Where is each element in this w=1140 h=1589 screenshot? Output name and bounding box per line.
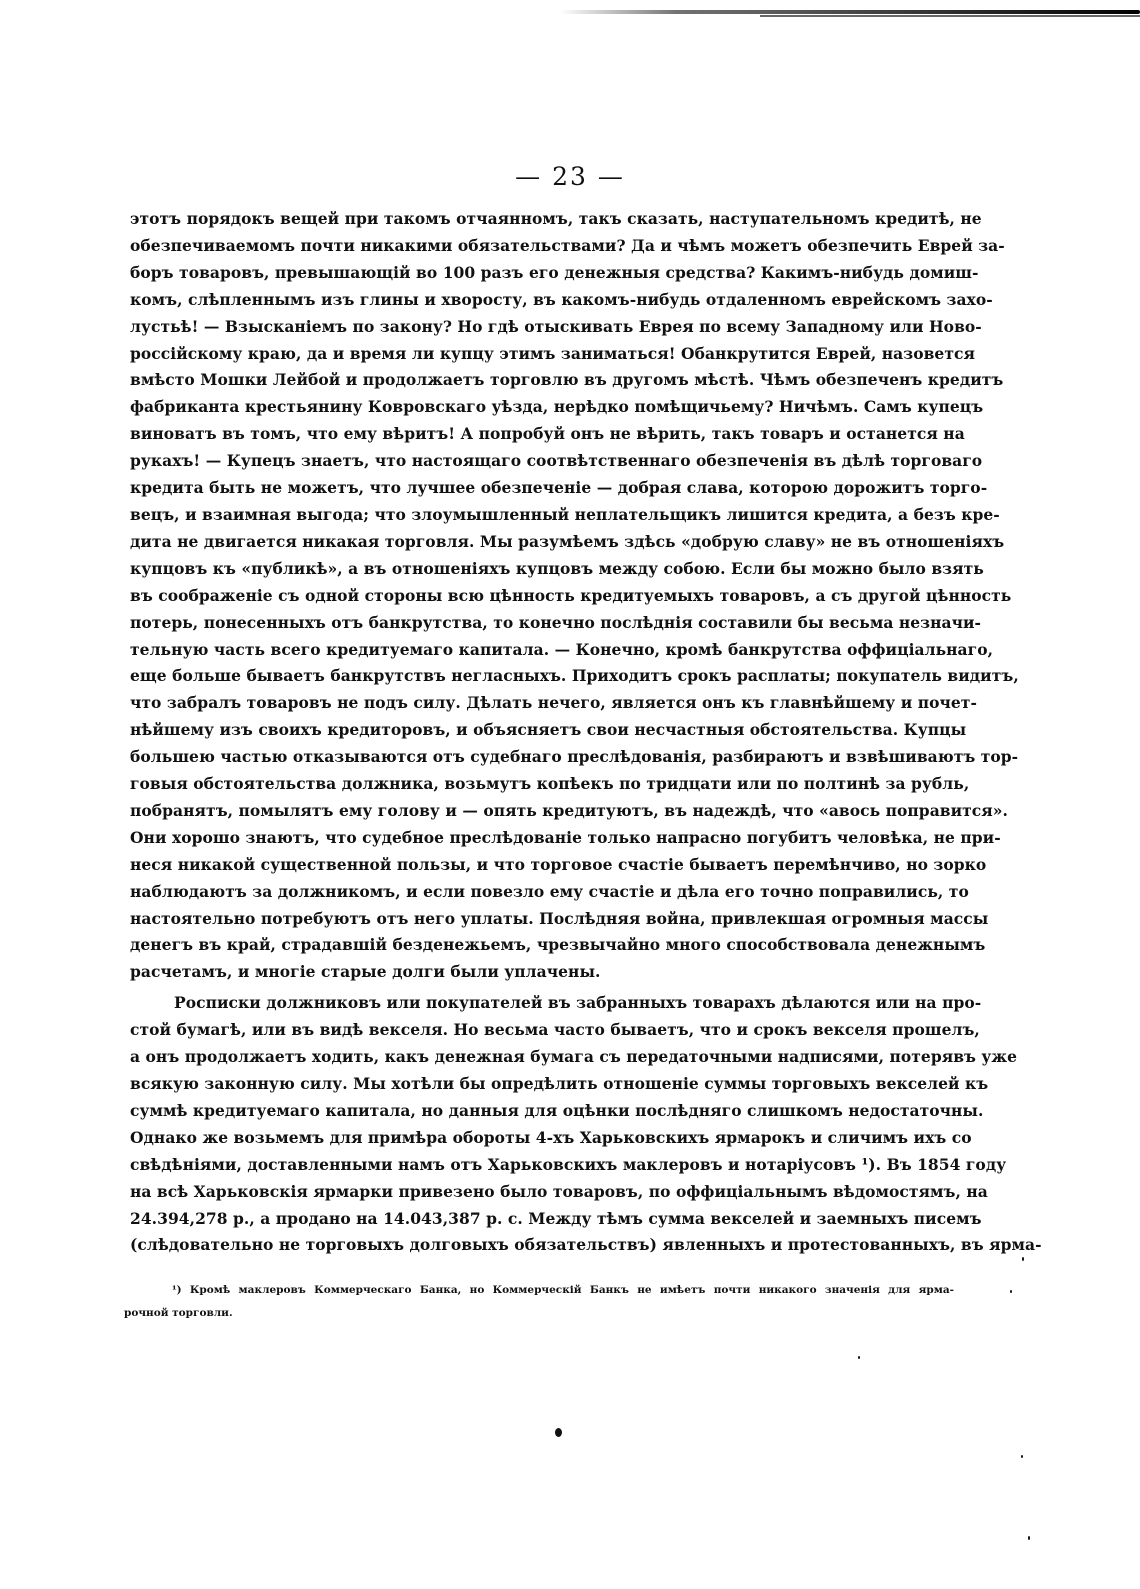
- scan-edge-mark: [560, 10, 1140, 14]
- text-line: говыя обстоятельства должника, возьмутъ копѣекъ по тридцати или по полтинѣ за рубль,: [130, 774, 970, 794]
- scan-edge-mark-thin: [760, 15, 1140, 17]
- text-line: нѣйшему изъ своихъ кредиторовъ, и объясняетъ свои несчастныя обстоятельства. Купцы: [130, 720, 967, 740]
- text-line: виноватъ въ томъ, что ему вѣритъ! А попробуй онъ не вѣрить, такъ товаръ и останется на: [130, 424, 965, 444]
- text-line: Росписки должниковъ или покупателей въ забранныхъ товарахъ дѣлаются или на про-: [174, 993, 982, 1013]
- text-line: расчетамъ, и многіе старые долги были уплачены.: [130, 962, 601, 982]
- text-line: кредита быть не можетъ, что лучшее обезпеченіе — добрая слава, которою дорожитъ торго-: [130, 478, 988, 498]
- text-line: лустьѣ! — Взысканіемъ по закону? Но гдѣ отыскивать Еврея по всему Западному или Ново-: [130, 316, 982, 336]
- scan-speck: [1022, 1257, 1024, 1261]
- paragraph-1: [130, 206, 1019, 986]
- text-line: на всѣ Харьковскія ярмарки привезено было товаровъ, по оффиціальнымъ вѣдомостямъ, на: [130, 1181, 988, 1201]
- text-line: вмѣсто Мошки Лейбой и продолжаетъ торговлю въ другомъ мѣстѣ. Чѣмъ обезпеченъ кредитъ: [130, 370, 1004, 390]
- text-line: боръ товаровъ, превышающій во 100 разъ его денежныя средства? Какимъ-нибудь домиш-: [130, 262, 979, 282]
- text-line: 24.394,278 р., а продано на 14.043,387 р. с. Между тѣмъ сумма векселей и заемныхъ писемъ: [130, 1208, 982, 1228]
- text-line: еще больше бываетъ банкрутствъ негласныхъ. Приходитъ срокъ расплаты; покупатель видитъ,: [130, 666, 1019, 686]
- text-line: суммѣ кредитуемаго капитала, но данныя для оцѣнки послѣдняго слишкомъ недостаточны.: [130, 1100, 984, 1120]
- text-line: неся никакой существенной пользы, и что торговое счастіе бываетъ перемѣнчиво, но зорко: [130, 854, 987, 874]
- text-line: купцовъ къ «публикѣ», а въ отношеніяхъ купцовъ между собою. Если бы можно было взять: [130, 558, 984, 578]
- scan-speck: [1021, 1455, 1023, 1458]
- main-text: [130, 206, 1042, 1259]
- text-line: дита не двигается никакая торговля. Мы разумѣемъ здѣсь «добрую славу» не въ отношеніяхъ: [130, 531, 1005, 551]
- page-number: — 23 —: [515, 162, 625, 191]
- scan-speck: [555, 1428, 562, 1437]
- footnote: [124, 1279, 954, 1325]
- footnote-line: рочной торговли.: [124, 1307, 233, 1319]
- text-line: обезпечиваемомъ почти никакими обязательствами? Да и чѣмъ можетъ обезпечить Еврей за-: [130, 235, 1005, 255]
- text-line: въ соображеніе съ одной стороны всю цѣнность кредитуемыхъ товаровъ, а съ другой цѣнность: [130, 585, 1012, 605]
- text-line: (слѣдовательно не торговыхъ долговыхъ обязательствъ) явленныхъ и протестованныхъ, въ ярма-: [130, 1235, 1042, 1255]
- text-line: денегъ въ край, страдавшій безденежьемъ, чрезвычайно много способствовала денежнымъ: [130, 935, 986, 955]
- text-line: комъ, слѣпленнымъ изъ глины и хворосту, въ какомъ-нибудь отдаленномъ еврейскомъ захо-: [130, 289, 993, 309]
- paragraph-2: [130, 990, 1042, 1259]
- text-line: побранятъ, помылятъ ему голову и — опять кредитуютъ, въ надеждѣ, что «авось поправится».: [130, 800, 1008, 820]
- scan-speck: [1010, 1290, 1012, 1293]
- text-line: что забралъ товаровъ не подъ силу. Дѣлать нечего, является онъ къ главнѣйшему и почет-: [130, 693, 977, 713]
- text-line: свѣдѣніями, доставленными намъ отъ Харьковскихъ маклеровъ и нотаріусовъ ¹). Въ 1854 году: [130, 1154, 1007, 1174]
- text-line: Однако же возьмемъ для примѣра обороты 4-хъ Харьковскихъ ярмарокъ и сличимъ ихъ со: [130, 1127, 972, 1147]
- text-line: этотъ порядокъ вещей при такомъ отчаянномъ, такъ сказать, наступательномъ кредитѣ, не: [130, 209, 982, 228]
- scan-speck: [858, 1356, 860, 1359]
- text-line: фабриканта крестьянину Ковровскаго уѣзда, нерѣдко помѣщичьему? Ничѣмъ. Самъ купецъ: [130, 397, 984, 417]
- text-line: Они хорошо знаютъ, что судебное преслѣдованіе только напрасно погубитъ человѣка, не при-: [130, 827, 1001, 847]
- text-line: потерь, понесенныхъ отъ банкрутства, то конечно послѣднія составили бы весьма незначи-: [130, 612, 982, 632]
- text-line: вецъ, и взаимная выгода; что злоумышленный неплательщикъ лишится кредита, а безъ кре-: [130, 504, 1000, 524]
- footnote-line: ¹) Кромѣ маклеровъ Коммерческаго Банка, но Коммерческій Банкъ не имѣетъ почти никакого значенія для ярма-: [172, 1284, 954, 1296]
- text-line: наблюдаютъ за должникомъ, и если повезло ему счастіе и дѣла его точно поправились, то: [130, 881, 969, 901]
- text-line: большею частью отказываются отъ судебнаго преслѣдованія, разбираютъ и взвѣшиваютъ тор-: [130, 747, 1019, 767]
- scan-speck: [1028, 1536, 1030, 1540]
- text-line: настоятельно потребуютъ отъ него уплаты. Послѣдняя война, привлекшая огромныя массы: [130, 908, 989, 928]
- text-line: всякую законную силу. Мы хотѣли бы опредѣлить отношеніе суммы торговыхъ векселей къ: [130, 1074, 989, 1093]
- text-line: тельную часть всего кредитуемаго капитала. — Конечно, кромѣ банкрутства оффиціальнаго,: [130, 639, 994, 659]
- text-line: стой бумагѣ, или въ видѣ векселя. Но весьма часто бываетъ, что и срокъ векселя прошелъ,: [130, 1020, 980, 1040]
- text-line: а онъ продолжаетъ ходить, какъ денежная бумага съ передаточными надписями, потерявъ уже: [130, 1047, 1018, 1067]
- text-line: россійскому краю, да и время ли купцу этимъ заниматься! Обанкрутится Еврей, назовется: [130, 343, 975, 363]
- text-line: рукахъ! — Купецъ знаетъ, что настоящаго соотвѣтственнаго обезпеченія въ дѣлѣ торговаго: [130, 451, 983, 471]
